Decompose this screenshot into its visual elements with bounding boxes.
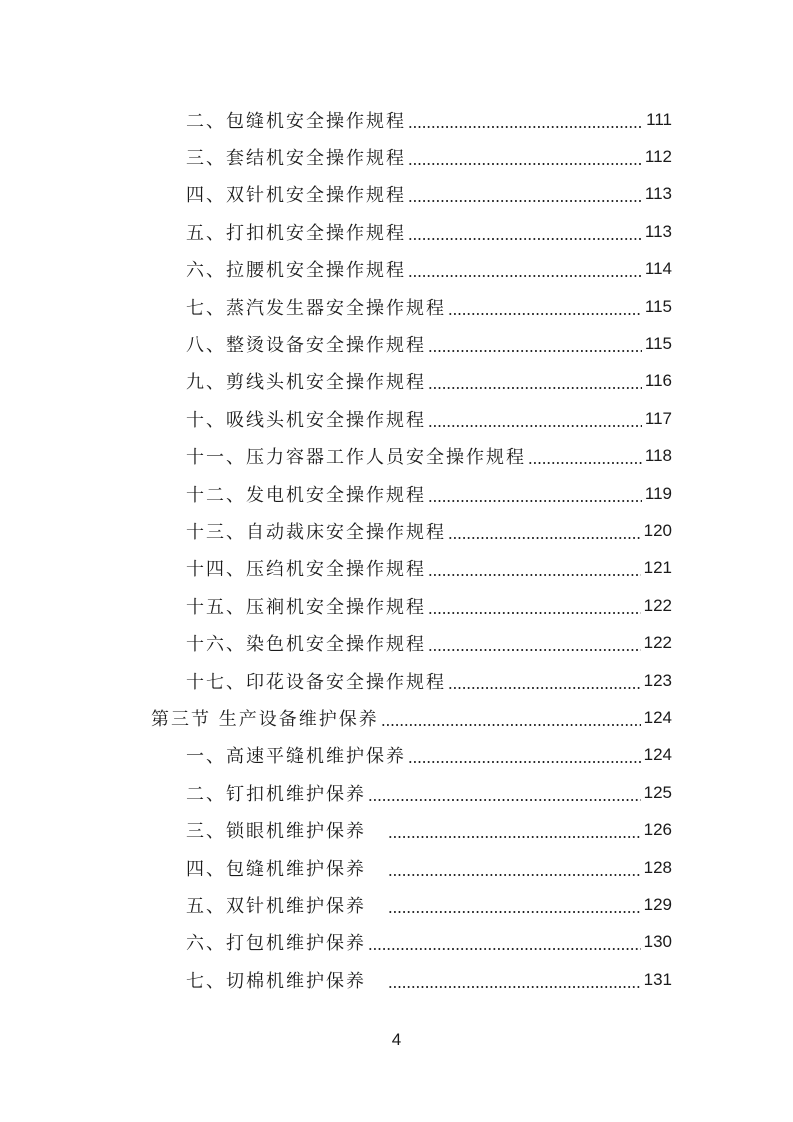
toc-entry[interactable]	[0, 849, 793, 886]
toc-entry-page-number: 115	[644, 334, 672, 354]
toc-entry[interactable]	[0, 176, 793, 213]
toc-entry[interactable]	[0, 363, 793, 400]
toc-entry-title: 十三、自动裁床安全操作规程	[186, 521, 446, 543]
toc-entry[interactable]	[0, 624, 793, 661]
dot-leader	[388, 863, 641, 877]
dot-leader	[408, 152, 642, 166]
toc-entry-page-number: 121	[643, 558, 672, 578]
toc-entry-title: 五、打扣机安全操作规程	[186, 222, 406, 244]
dot-leader	[448, 526, 641, 540]
toc-entry-title: 七、切棉机维护保养	[186, 970, 366, 992]
dot-leader	[448, 302, 642, 316]
table-of-contents	[0, 101, 793, 998]
toc-entry-title: 十一、压力容器工作人员安全操作规程	[186, 447, 526, 469]
toc-entry-page-number: 114	[644, 259, 672, 279]
toc-entry-page-number: 120	[643, 520, 672, 540]
toc-entry-page-number: 122	[643, 595, 672, 615]
dot-leader	[428, 414, 642, 428]
dot-leader	[408, 227, 642, 241]
toc-entry[interactable]	[0, 924, 793, 961]
dot-leader	[528, 451, 642, 465]
toc-entry[interactable]	[0, 400, 793, 437]
toc-entry-title: 二、包缝机安全操作规程	[186, 110, 406, 132]
toc-entry[interactable]	[0, 512, 793, 549]
toc-entry-page-number: 124	[643, 745, 672, 765]
dot-leader	[368, 788, 641, 802]
toc-entry[interactable]	[0, 811, 793, 848]
dot-leader	[381, 713, 641, 727]
toc-entry-page-number: 122	[643, 633, 672, 653]
dot-leader	[368, 937, 641, 951]
toc-entry-title: 十五、压裥机安全操作规程	[186, 596, 426, 618]
dot-leader	[428, 563, 641, 577]
dot-leader	[408, 189, 642, 203]
toc-entry[interactable]	[0, 774, 793, 811]
dot-leader	[448, 676, 641, 690]
toc-entry-title: 七、蒸汽发生器安全操作规程	[186, 297, 446, 319]
toc-entry[interactable]	[0, 438, 793, 475]
toc-entry-page-number: 131	[643, 969, 672, 989]
toc-entry[interactable]	[0, 251, 793, 288]
toc-entry[interactable]	[0, 737, 793, 774]
toc-entry[interactable]	[0, 886, 793, 923]
toc-entry[interactable]	[0, 325, 793, 362]
toc-entry[interactable]	[0, 587, 793, 624]
toc-entry[interactable]	[0, 213, 793, 250]
toc-entry-page-number: 113	[644, 184, 672, 204]
toc-entry-title: 六、拉腰机安全操作规程	[186, 260, 406, 282]
toc-entry-title: 五、双针机维护保养	[186, 895, 366, 917]
toc-entry[interactable]	[0, 550, 793, 587]
dot-leader	[428, 489, 642, 503]
toc-entry-title: 九、剪线头机安全操作规程	[186, 372, 426, 394]
toc-entry-title: 四、双针机安全操作规程	[186, 185, 406, 207]
toc-entry-page-number: 118	[644, 446, 672, 466]
toc-entry[interactable]	[0, 662, 793, 699]
dot-leader	[408, 264, 642, 278]
toc-entry-page-number: 117	[644, 408, 672, 428]
toc-entry-page-number: 126	[643, 820, 672, 840]
toc-entry-title: 三、锁眼机维护保养	[186, 821, 366, 843]
dot-leader	[388, 900, 641, 914]
toc-entry-title: 十二、发电机安全操作规程	[186, 484, 426, 506]
dot-leader	[408, 750, 641, 764]
toc-entry-title: 三、套结机安全操作规程	[186, 148, 406, 170]
toc-entry-page-number: 112	[644, 147, 672, 167]
dot-leader	[428, 638, 641, 652]
toc-entry-page-number: 123	[643, 670, 672, 690]
toc-entry-title: 十四、压绉机安全操作规程	[186, 559, 426, 581]
toc-entry-title: 十七、印花设备安全操作规程	[186, 671, 446, 693]
toc-entry[interactable]	[0, 961, 793, 998]
dot-leader	[428, 339, 642, 353]
page-number: 4	[391, 1030, 402, 1049]
toc-entry[interactable]	[0, 138, 793, 175]
toc-entry-page-number: 115	[644, 296, 672, 316]
toc-entry-page-number: 113	[644, 221, 672, 241]
toc-section-entry[interactable]	[0, 699, 793, 736]
toc-entry-page-number: 124	[643, 707, 672, 727]
toc-entry-title: 十、吸线头机安全操作规程	[186, 409, 426, 431]
toc-entry-title: 八、整烫设备安全操作规程	[186, 335, 426, 357]
toc-entry-title: 十六、染色机安全操作规程	[186, 634, 426, 656]
toc-entry-title: 第三节 生产设备维护保养	[151, 708, 379, 730]
toc-entry[interactable]	[0, 288, 793, 325]
toc-entry[interactable]	[0, 475, 793, 512]
toc-entry-title: 六、打包机维护保养	[186, 933, 366, 955]
toc-entry-page-number: 116	[644, 371, 672, 391]
dot-leader	[408, 115, 643, 129]
toc-entry-title: 四、包缝机维护保养	[186, 858, 366, 880]
toc-entry-title: 一、高速平缝机维护保养	[186, 746, 406, 768]
toc-entry-page-number: 111	[646, 109, 672, 129]
toc-entry[interactable]	[0, 101, 793, 138]
toc-entry-page-number: 129	[643, 894, 672, 914]
dot-leader	[428, 601, 641, 615]
toc-entry-page-number: 125	[643, 782, 672, 802]
dot-leader	[388, 975, 641, 989]
dot-leader	[388, 825, 641, 839]
toc-entry-page-number: 130	[643, 932, 672, 952]
toc-entry-page-number: 119	[644, 483, 672, 503]
toc-entry-page-number: 128	[643, 857, 672, 877]
dot-leader	[428, 376, 642, 390]
toc-entry-title: 二、钉扣机维护保养	[186, 783, 366, 805]
